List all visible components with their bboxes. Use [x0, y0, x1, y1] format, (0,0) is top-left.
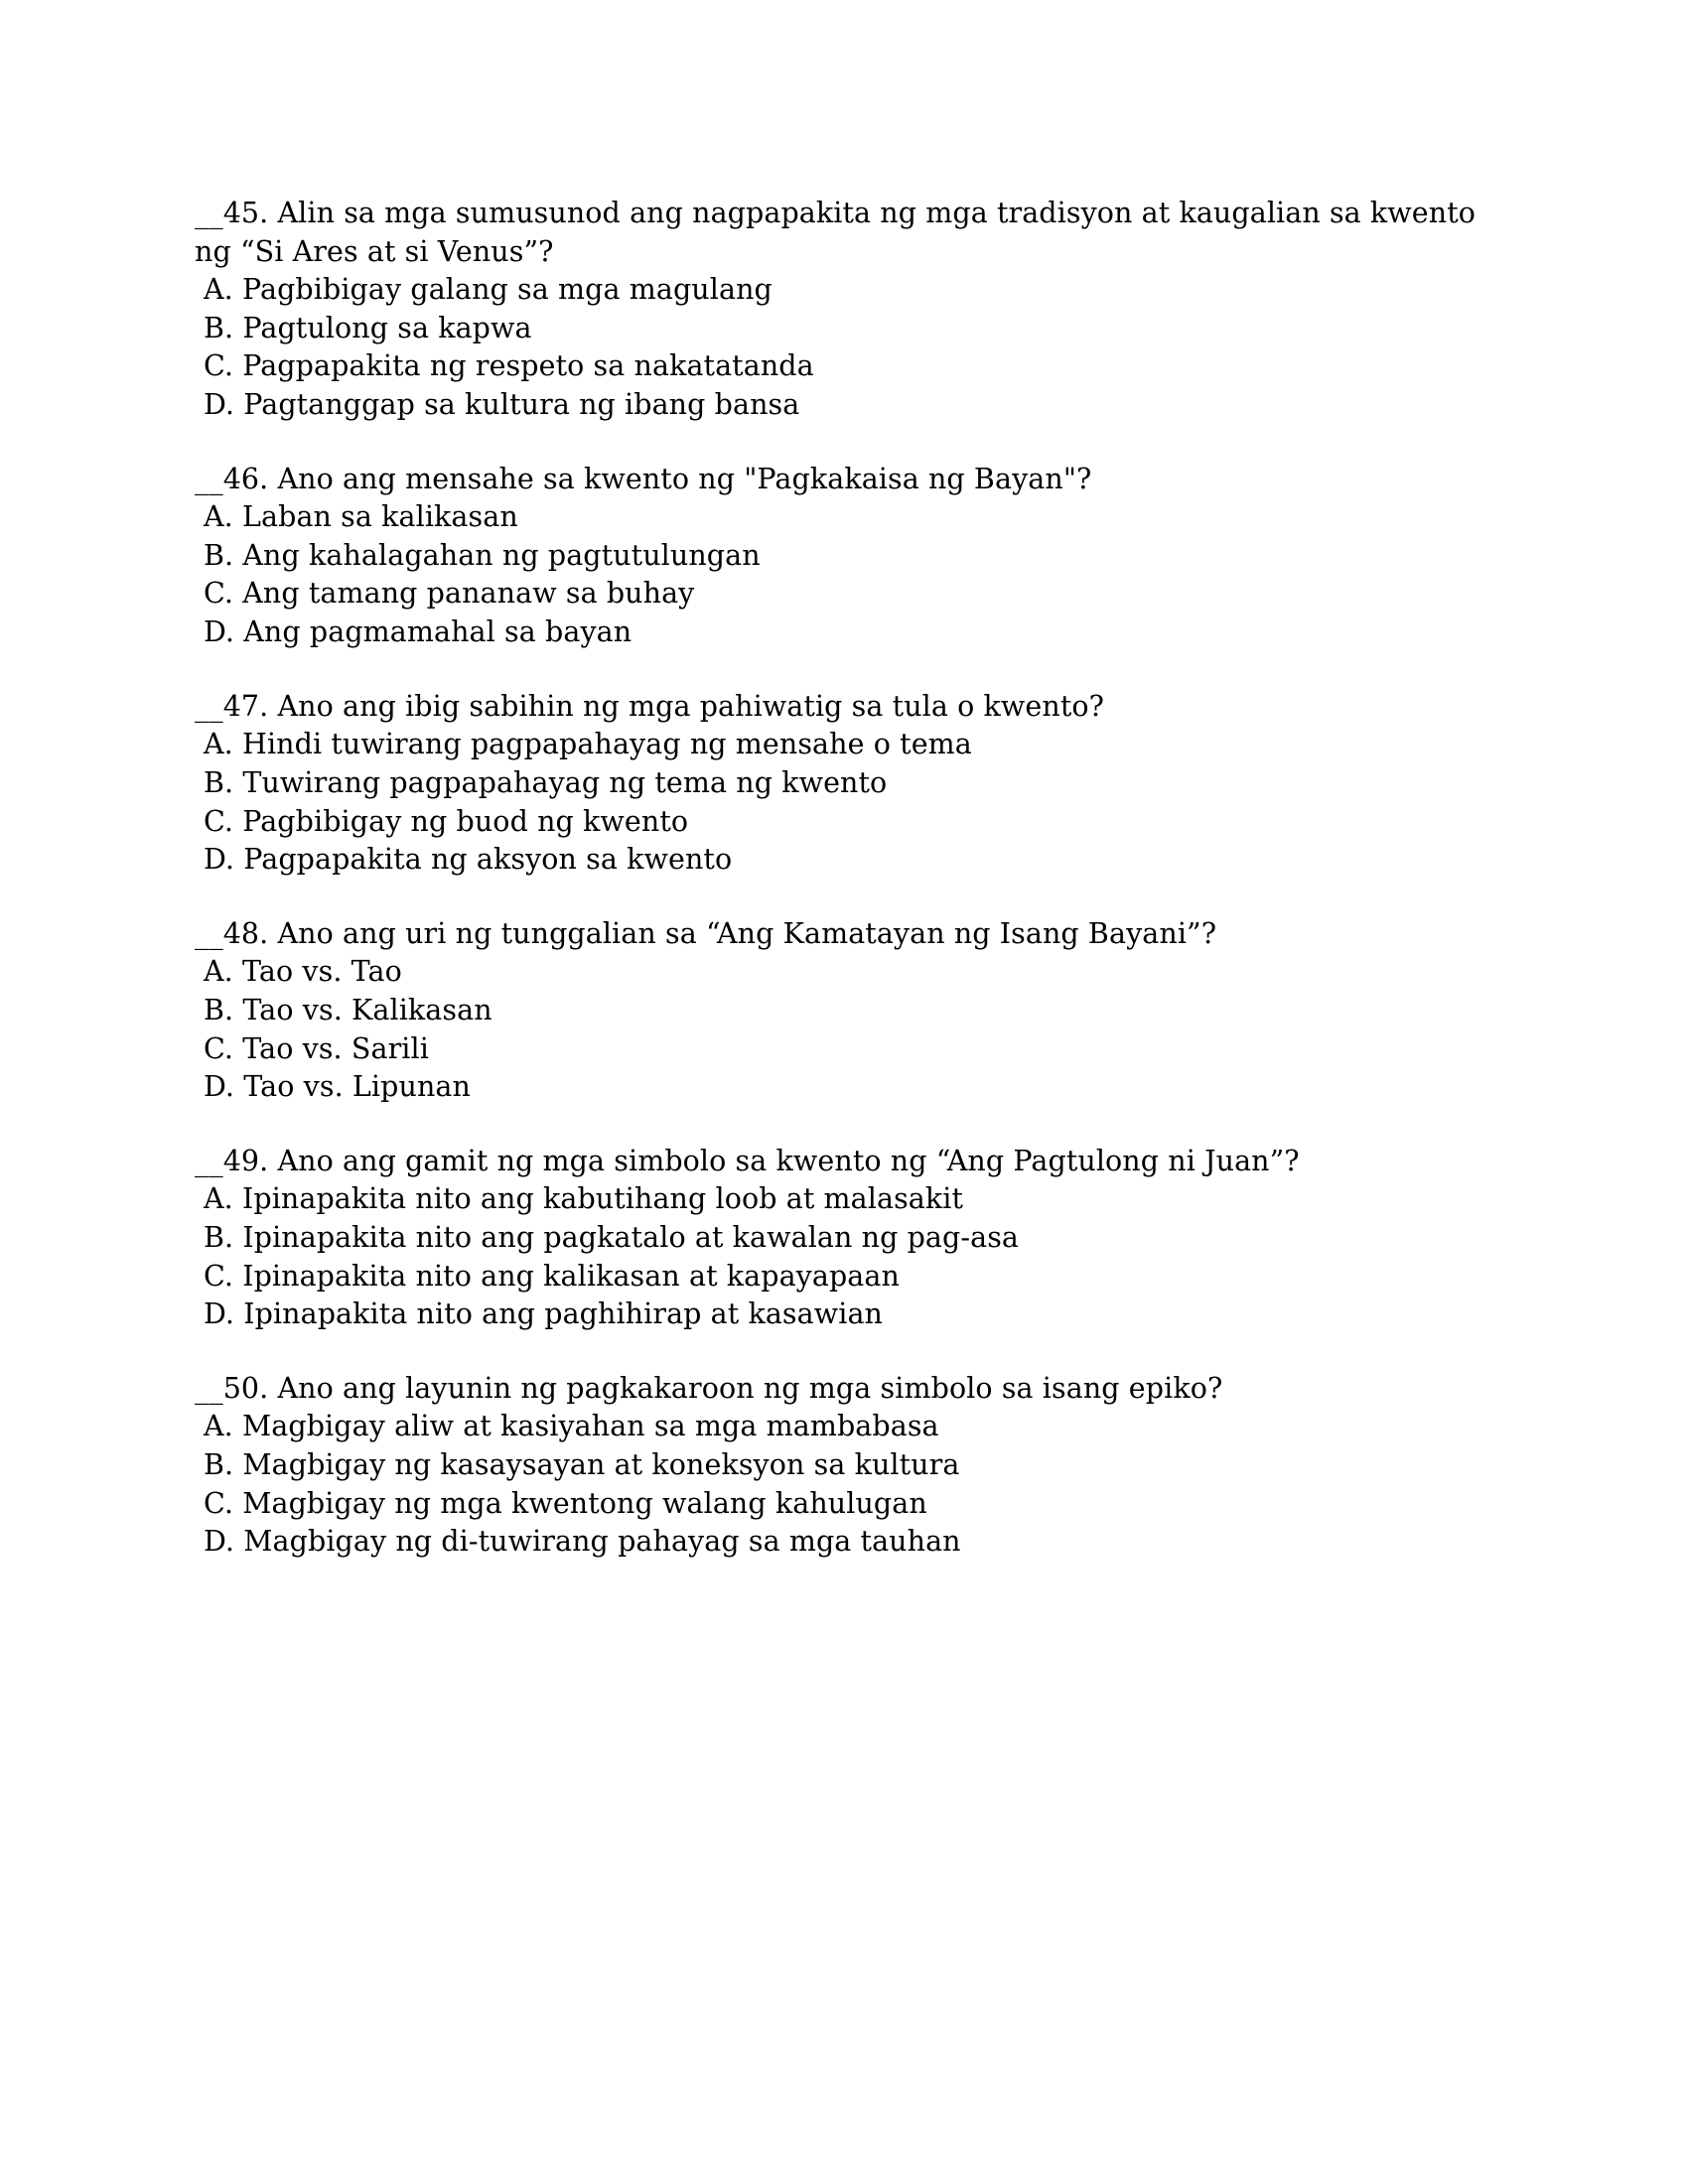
- option-c[interactable]: C. Tao vs. Sarili: [204, 1031, 429, 1065]
- question-text: __49. Ano ang gamit ng mga simbolo sa kwento ng “Ang Pagtulong ni Juan”?: [195, 1144, 1300, 1177]
- option-a[interactable]: A. Laban sa kalikasan: [204, 500, 518, 534]
- option-b[interactable]: B. Magbigay ng kasaysayan at koneksyon sa kultura: [204, 1448, 960, 1482]
- option-a[interactable]: A. Magbigay aliw at kasiyahan sa mga mambabasa: [204, 1410, 939, 1443]
- option-d[interactable]: D. Pagpapakita ng aksyon sa kwento: [204, 843, 733, 877]
- option-c[interactable]: C. Pagbibigay ng buod ng kwento: [204, 804, 689, 838]
- question-text: __50. Ano ang layunin ng pagkakaroon ng mga simbolo sa isang epiko?: [195, 1371, 1223, 1405]
- option-d[interactable]: D. Ang pagmamahal sa bayan: [204, 615, 633, 649]
- option-b[interactable]: B. Ipinapakita nito ang pagkatalo at kawalan ng pag-asa: [204, 1221, 1020, 1255]
- question-block: [195, 688, 1485, 880]
- option-c[interactable]: C. Magbigay ng mga kwentong walang kahulugan: [204, 1486, 927, 1520]
- option-d[interactable]: D. Tao vs. Lipunan: [204, 1070, 471, 1104]
- option-b[interactable]: B. Tao vs. Kalikasan: [204, 993, 492, 1026]
- option-b[interactable]: B. Pagtulong sa kapwa: [204, 311, 532, 344]
- question-block: [195, 1370, 1485, 1562]
- option-b[interactable]: B. Ang kahalagahan ng pagtutulungan: [204, 538, 761, 572]
- option-c[interactable]: C. Pagpapakita ng respeto sa nakatatanda: [204, 349, 814, 383]
- question-block: [195, 195, 1485, 425]
- option-d[interactable]: D. Pagtanggap sa kultura ng ibang bansa: [204, 388, 800, 422]
- question-text: __48. Ano ang uri ng tunggalian sa “Ang Kamatayan ng Isang Bayani”?: [195, 916, 1217, 950]
- option-a[interactable]: A. Hindi tuwirang pagpapahayag ng mensahe o tema: [204, 728, 972, 761]
- question-list: [195, 195, 1485, 1562]
- question-text: __46. Ano ang mensahe sa kwento ng "Pagkakaisa ng Bayan"?: [195, 462, 1092, 495]
- question-text: __45. Alin sa mga sumusunod ang nagpapakita ng mga tradisyon at kaugalian sa kwento ng “Si Ares at si Venus”?: [195, 197, 1477, 268]
- question-block: [195, 915, 1485, 1107]
- option-a[interactable]: A. Ipinapakita nito ang kabutihang loob at malasakit: [204, 1182, 964, 1216]
- question-block: [195, 461, 1485, 652]
- question-text: __47. Ano ang ibig sabihin ng mga pahiwatig sa tula o kwento?: [195, 689, 1105, 723]
- question-block: [195, 1143, 1485, 1334]
- option-a[interactable]: A. Pagbibigay galang sa mga magulang: [204, 273, 773, 307]
- option-b[interactable]: B. Tuwirang pagpapahayag ng tema ng kwento: [204, 765, 888, 799]
- option-d[interactable]: D. Magbigay ng di-tuwirang pahayag sa mga tauhan: [204, 1525, 961, 1559]
- option-d[interactable]: D. Ipinapakita nito ang paghihirap at kasawian: [204, 1297, 884, 1331]
- option-c[interactable]: C. Ang tamang pananaw sa buhay: [204, 577, 695, 611]
- option-a[interactable]: A. Tao vs. Tao: [204, 955, 402, 989]
- option-c[interactable]: C. Ipinapakita nito ang kalikasan at kapayapaan: [204, 1259, 900, 1293]
